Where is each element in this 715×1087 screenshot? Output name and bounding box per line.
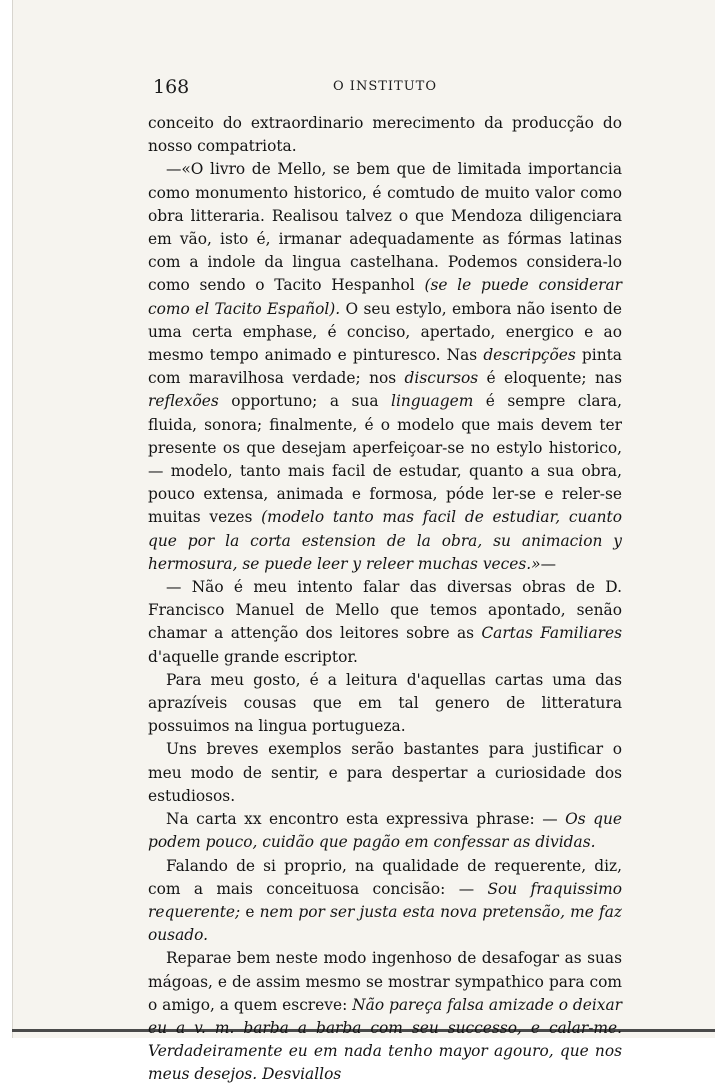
running-title: O INSTITUTO [333,79,437,94]
paragraph-3: — Não é meu intento falar das diversas obras de D. Francisco Manuel de Mello que temos apontado, senão chamar a attenção dos leitores sobre as Cartas Familiares d'aquelle grande escriptor. [148,578,622,666]
paragraph-6: Na carta xx encontro esta expressiva phrase: — Os que podem pouco, cuidão que pagão em confessar as dividas. [148,810,622,852]
paragraph-8: Reparae bem neste modo ingenhoso de desafogar as suas mágoas, e de assim mesmo se mostrar sympathico para com o amigo, a quem escreve: Não pareça falsa amizade o deixar eu a v. m. barba a barba com seu successo, e calar-me. Verdadeiramente eu em nada tenho mayor agouro, que nos meus desejos. Desviallos [148,949,623,1084]
paragraph-5: Uns breves exemplos serão bastantes para justificar o meu modo de sentir, e para despertar a curiosidade dos estudiosos. [148,740,622,805]
body-text [148,112,622,1087]
page-number: 168 [153,76,190,98]
paragraph-2: —«O livro de Mello, se bem que de limitada importancia como monumento historico, é comtudo de muito valor como obra litteraria. Realisou talvez o que Mendoza diligenciara em vão, isto é, irmanar adequadamente as fórmas latinas com a indole da lingua castelhana. Podemos considera-lo como sendo o Tacito Hespanhol (se le puede considerar como el Tacito Español). O seu estylo, embora não isento de uma certa emphase, é conciso, apertado, energico e ao mesmo tempo animado e pinturesco. Nas descripções pinta com maravilhosa verdade; nos discursos é eloquente; nas reflexões opportuno; a sua linguagem é sempre clara, fluida, sonora; finalmente, é o modelo que mais devem ter presente os que desejam aperfeiçoar-se no estylo historico, — modelo, tanto mais facil de estudar, quanto a sua obra, pouco extensa, animada e formosa, póde ler-se e reler-se muitas vezes (modelo tanto mas facil de estudiar, cuanto que por la corta estension de la obra, su animacion y hermosura, se puede leer y releer muchas veces.»— [148,160,622,573]
paragraph-4: Para meu gosto, é a leitura d'aquellas cartas uma das aprazíveis cousas que em tal genero de litteratura possuimos na lingua portugueza. [148,670,622,736]
paragraph-7: Falando de si proprio, na qualidade de requerente, diz, com a mais conceituosa concisão: — Sou fraquissimo requerente; e nem por ser justa esta nova pretensão, me faz ousado. [148,856,622,945]
page-header [140,76,630,98]
paragraph-1: conceito do extraordinario merecimento da producção do nosso compatriota. [148,114,622,156]
